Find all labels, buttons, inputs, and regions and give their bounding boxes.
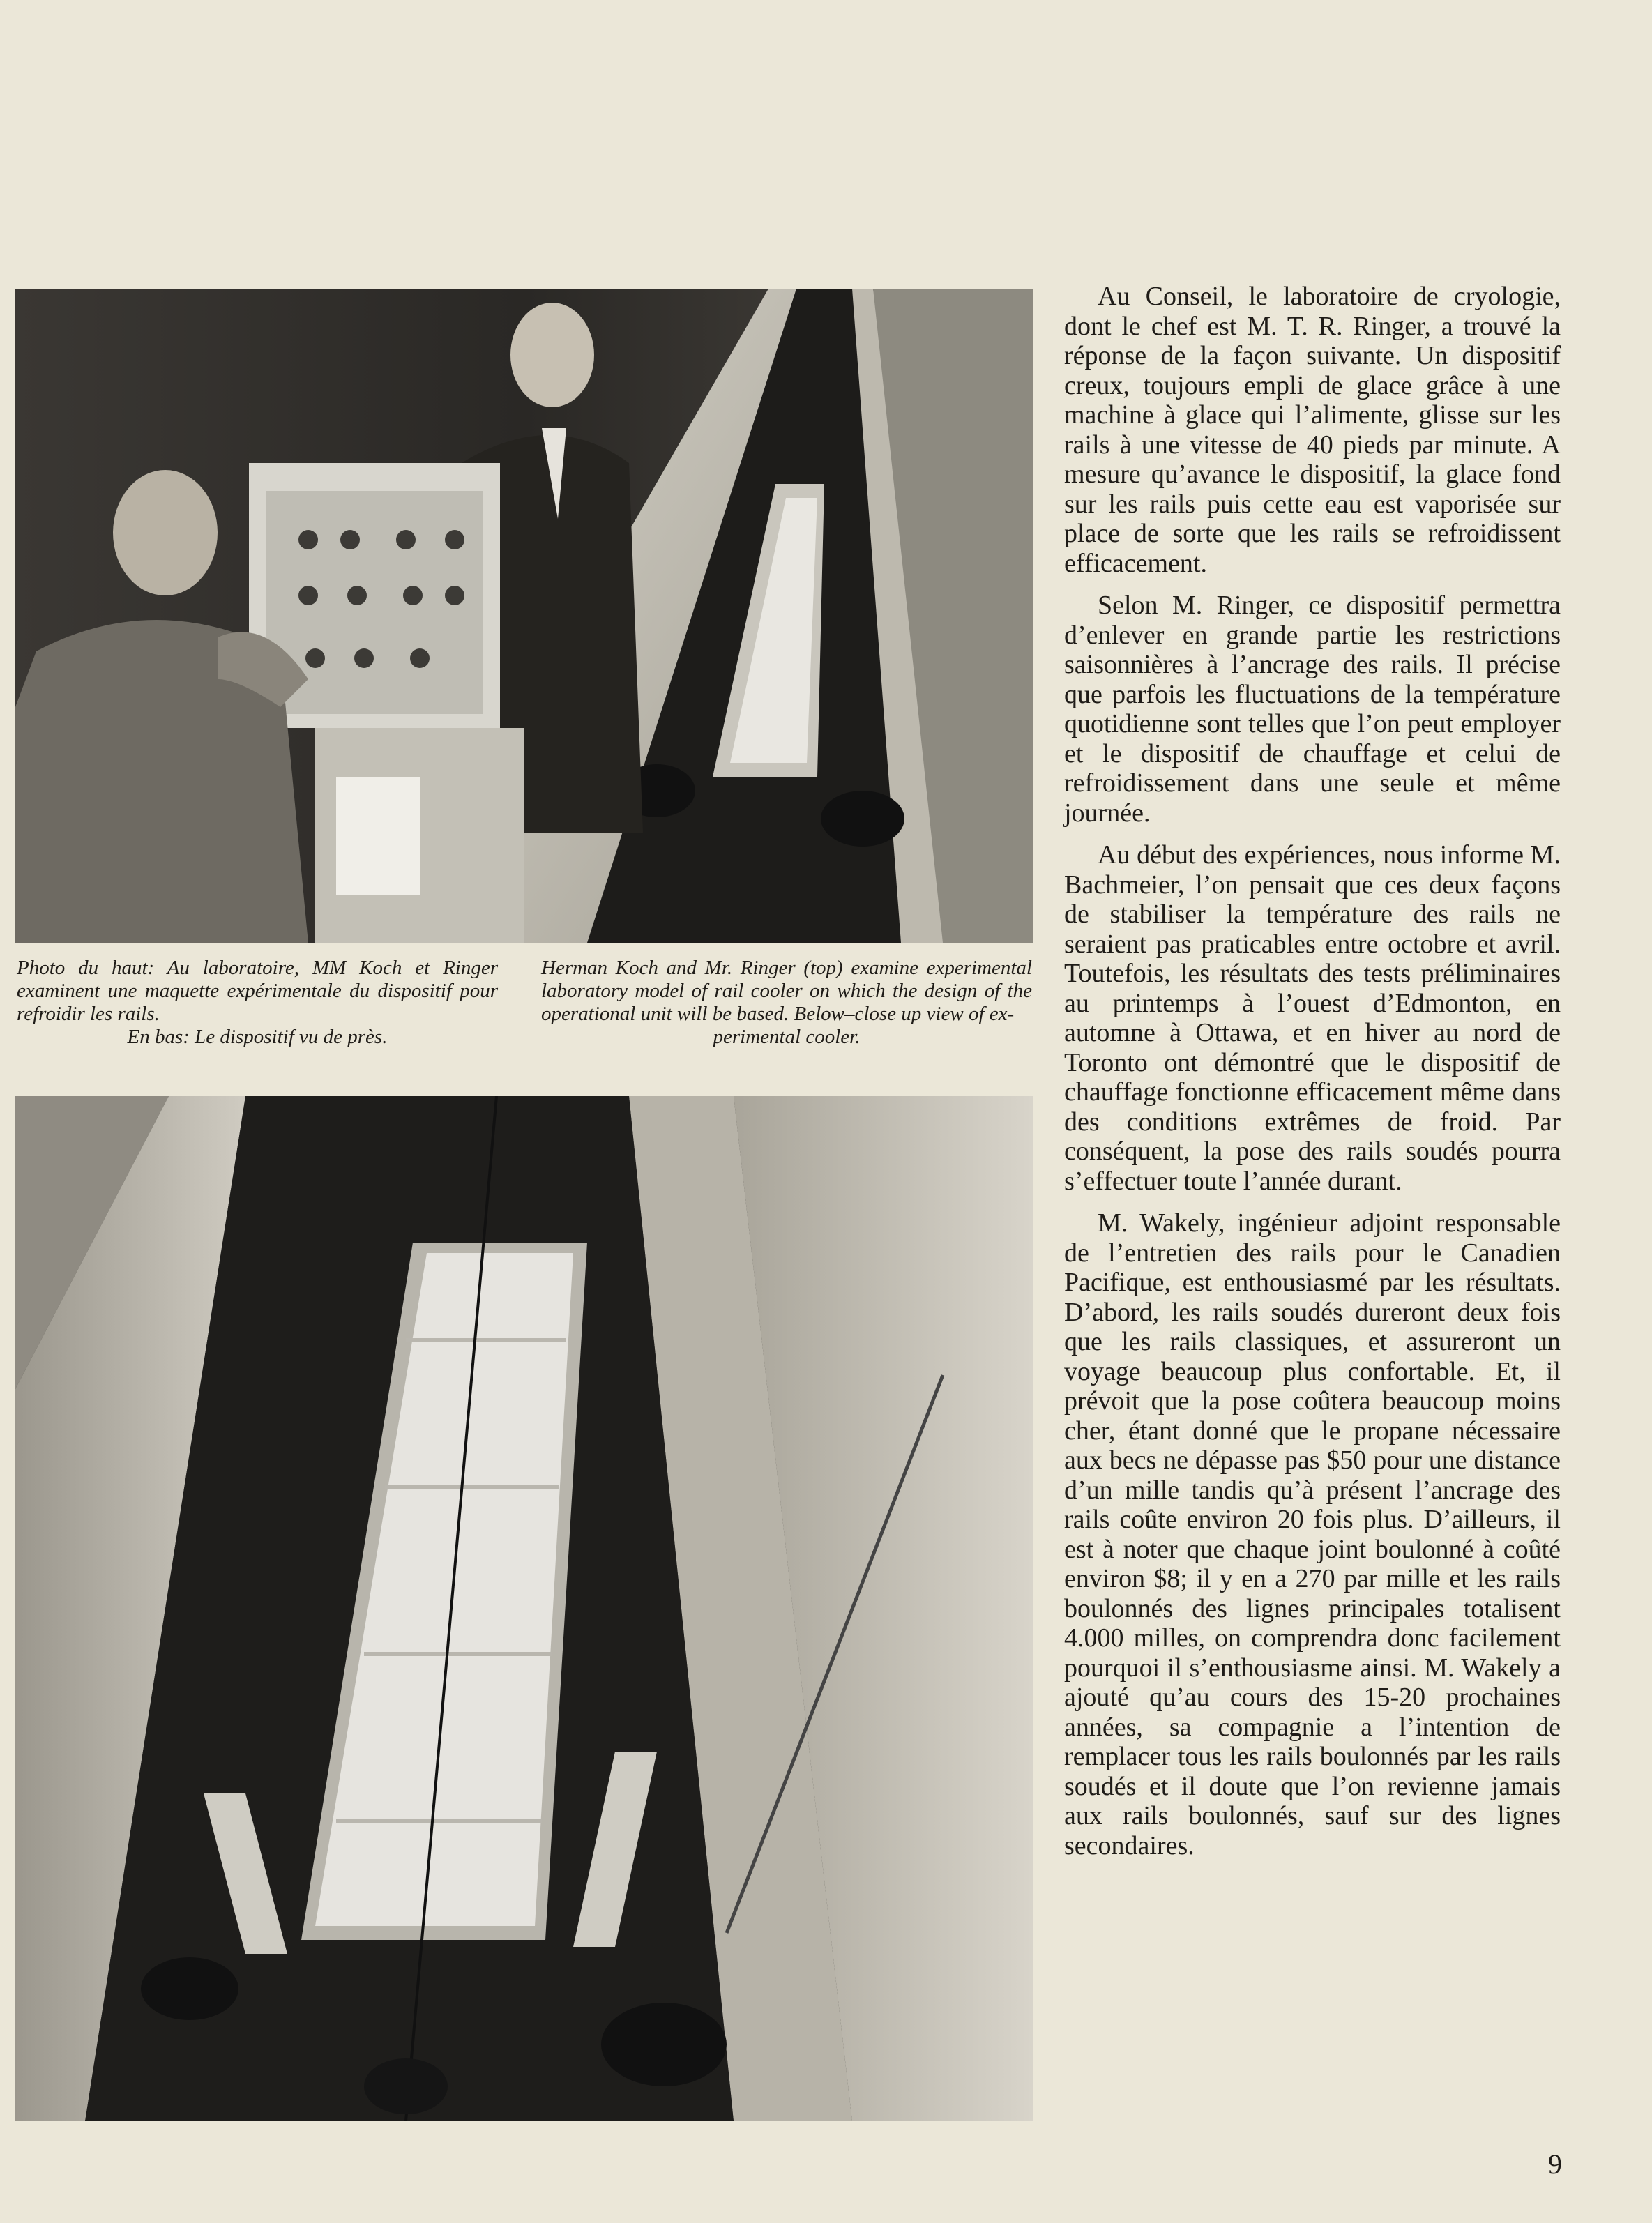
- photo-bottom-illustration: [15, 1096, 1033, 2121]
- article-body: [1064, 282, 1561, 1873]
- caption-french-text: Photo du haut: Au laboratoire, MM Koch et Ringer examinent une maquette expérimentale du dispositif pour refroidir les rails.: [17, 957, 498, 1025]
- caption-english: [541, 957, 1032, 1049]
- caption-english-text: Herman Koch and Mr. Ringer (top) examine experimental laboratory model of rail cooler on which the design of the operational unit will be based. Below–close up view of ex-: [541, 957, 1032, 1025]
- caption-french-last-line: En bas: Le dispositif vu de près.: [127, 1026, 388, 1048]
- photo-top-illustration: [15, 289, 1033, 943]
- page-number: 9: [1548, 2148, 1562, 2180]
- article-paragraph: M. Wakely, ingénieur adjoint responsable de l’entretien des rails pour le Canadien Pacifique, est enthousiasmé par les résultats. D’abord, les rails soudés dureront deux fois que les rails classiques, et assureront un voyage beaucoup plus confortable. Et, il prévoit que la pose coûtera beaucoup moins cher, étant donné que le propane nécessaire aux becs ne dépasse pas $50 pour une distance d’un mille tandis qu’à présent l’ancrage des rails coûte environ 20 fois plus. D’ailleurs, il est à noter que chaque joint boulonné à coûté environ $8; il y en a 270 par mille et les rails boulonnés des lignes principales totalisent 4.000 milles, on comprendra donc facilement pourquoi il s’enthousiasme ainsi. M. Wakely a ajouté qu’au cours des 15-20 prochaines années, sa compagnie a l’intention de remplacer tous les rails boulonnés par les rails soudés et il doute que l’on revienne jamais aux rails boulonnés, sauf sur des lignes secondaires.: [1064, 1208, 1561, 1860]
- photo-cooler-closeup: [15, 1096, 1033, 2121]
- article-paragraph: Au Conseil, le laboratoire de cryologie, dont le chef est M. T. R. Ringer, a trouvé la réponse de la façon suivante. Un dispositif creux, toujours empli de glace grâce à une machine à glace qui l’alimente, glisse sur les rails à une vitesse de 40 pieds par minute. A mesure qu’avance le dispositif, la glace fond sur les rails puis cette eau est vaporisée sur place de sorte que les rails se refroidissent efficacement.: [1064, 282, 1561, 578]
- bleed-through-text: [781, 42, 1604, 251]
- article-paragraph: Au début des expériences, nous informe M. Bachmeier, l’on pensait que ces deux façons de stabiliser la température des rails ne seraient pas praticables entre octobre et avril. Toutefois, les résultats des tests préliminaires au printemps à l’ouest d’Edmonton, en automne à Ottawa, et en hiver au nord de Toronto ont démontré que le dispositif de chauffage fonctionne efficacement même dans des conditions extrêmes de froid. Par conséquent, la pose des rails soudés pourra s’effectuer toute l’année durant.: [1064, 840, 1561, 1196]
- photo-laboratory-koch-ringer: [15, 289, 1033, 943]
- caption-english-last-line: perimental cooler.: [713, 1026, 861, 1048]
- caption-french: [17, 957, 498, 1049]
- article-paragraph: Selon M. Ringer, ce dispositif permettra d’enlever en grande partie les restrictions saisonnières à l’ancrage des rails. Il précise que parfois les fluctuations de la température quotidienne sont telles que l’on peut employer et le dispositif de chauffage et celui de refroidissement dans une seule et même journée.: [1064, 591, 1561, 828]
